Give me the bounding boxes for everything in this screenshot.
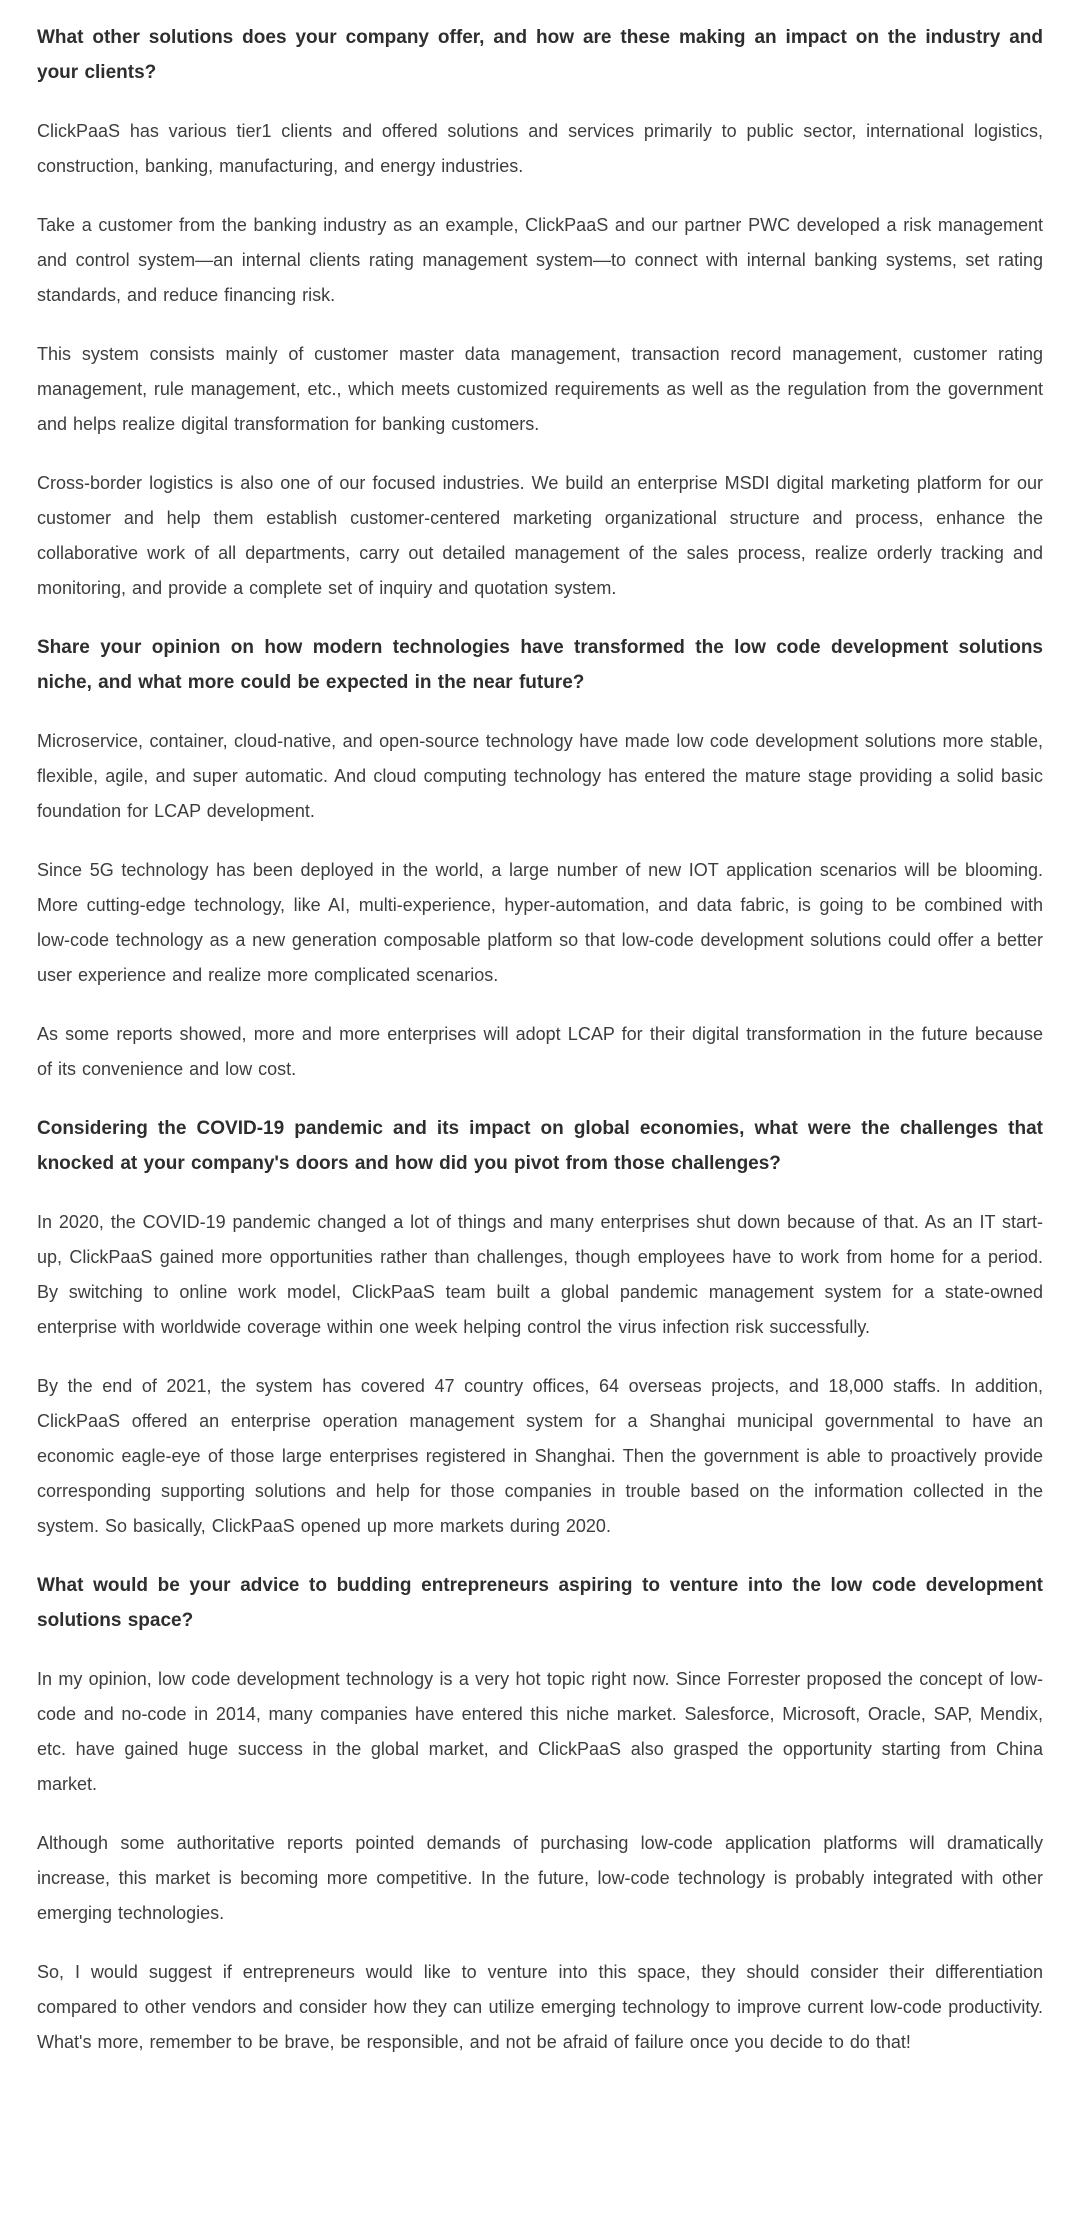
interview-question-3: Considering the COVID-19 pandemic and its impact on global economies, what were the challenges that knocked at your company's doors and how did you pivot from those challenges?	[37, 1118, 1043, 1174]
interview-answer-paragraph: In my opinion, low code development technology is a very hot topic right now. Since Forrester proposed the concept of low-code and no-code in 2014, many companies have entered this niche market. Salesforce, Microsoft, Oracle, SAP, Mendix, etc. have gained huge success in the global market, and ClickPaaS also grasped the opportunity starting from China market.	[37, 1669, 1043, 1794]
interview-question-4: What would be your advice to budding entrepreneurs aspiring to venture into the low code development solutions space?	[37, 1575, 1043, 1631]
interview-answer-paragraph: Microservice, container, cloud-native, and open-source technology have made low code development solutions more stable, flexible, agile, and super automatic. And cloud computing technology has entered the mature stage providing a solid basic foundation for LCAP development.	[37, 731, 1043, 821]
interview-question-1: What other solutions does your company offer, and how are these making an impact on the industry and your clients?	[37, 27, 1043, 83]
interview-answer-paragraph: As some reports showed, more and more enterprises will adopt LCAP for their digital transformation in the future because of its convenience and low cost.	[37, 1024, 1043, 1079]
interview-answer-paragraph: In 2020, the COVID-19 pandemic changed a lot of things and many enterprises shut down because of that. As an IT start-up, ClickPaaS gained more opportunities rather than challenges, though employees have to work from home for a period. By switching to online work model, ClickPaaS team built a global pandemic management system for a state-owned enterprise with worldwide coverage within one week helping control the virus infection risk successfully.	[37, 1212, 1043, 1337]
interview-answer-paragraph: Cross-border logistics is also one of our focused industries. We build an enterprise MSDI digital marketing platform for our customer and help them establish customer-centered marketing organizational structure and process, enhance the collaborative work of all departments, carry out detailed management of the sales process, realize orderly tracking and monitoring, and provide a complete set of inquiry and quotation system.	[37, 473, 1043, 598]
interview-answer-paragraph: By the end of 2021, the system has covered 47 country offices, 64 overseas projects, and 18,000 staffs. In addition, ClickPaaS offered an enterprise operation management system for a Shanghai municipal governmental to have an economic eagle-eye of those large enterprises registered in Shanghai. Then the government is able to proactively provide corresponding supporting solutions and help for those companies in trouble based on the information collected in the system. So basically, ClickPaaS opened up more markets during 2020.	[37, 1376, 1043, 1536]
interview-answer-paragraph: Since 5G technology has been deployed in the world, a large number of new IOT application scenarios will be blooming. More cutting-edge technology, like AI, multi-experience, hyper-automation, and data fabric, is going to be combined with low-code technology as a new generation composable platform so that low-code development solutions could offer a better user experience and realize more complicated scenarios.	[37, 860, 1043, 985]
interview-answer-paragraph: Take a customer from the banking industry as an example, ClickPaaS and our partner PWC developed a risk management and control system—an internal clients rating management system—to connect with internal banking systems, set rating standards, and reduce financing risk.	[37, 215, 1043, 305]
interview-answer-paragraph: So, I would suggest if entrepreneurs would like to venture into this space, they should consider their differentiation compared to other vendors and consider how they can utilize emerging technology to improve current low-code productivity. What's more, remember to be brave, be responsible, and not be afraid of failure once you decide to do that!	[37, 1962, 1043, 2052]
interview-answer-paragraph: This system consists mainly of customer master data management, transaction record management, customer rating management, rule management, etc., which meets customized requirements as well as the regulation from the government and helps realize digital transformation for banking customers.	[37, 344, 1043, 434]
interview-question-2: Share your opinion on how modern technologies have transformed the low code development solutions niche, and what more could be expected in the near future?	[37, 637, 1043, 693]
interview-answer-paragraph: Although some authoritative reports pointed demands of purchasing low-code application platforms will dramatically increase, this market is becoming more competitive. In the future, low-code technology is probably integrated with other emerging technologies.	[37, 1833, 1043, 1923]
interview-answer-paragraph: ClickPaaS has various tier1 clients and offered solutions and services primarily to public sector, international logistics, construction, banking, manufacturing, and energy industries.	[37, 121, 1043, 176]
